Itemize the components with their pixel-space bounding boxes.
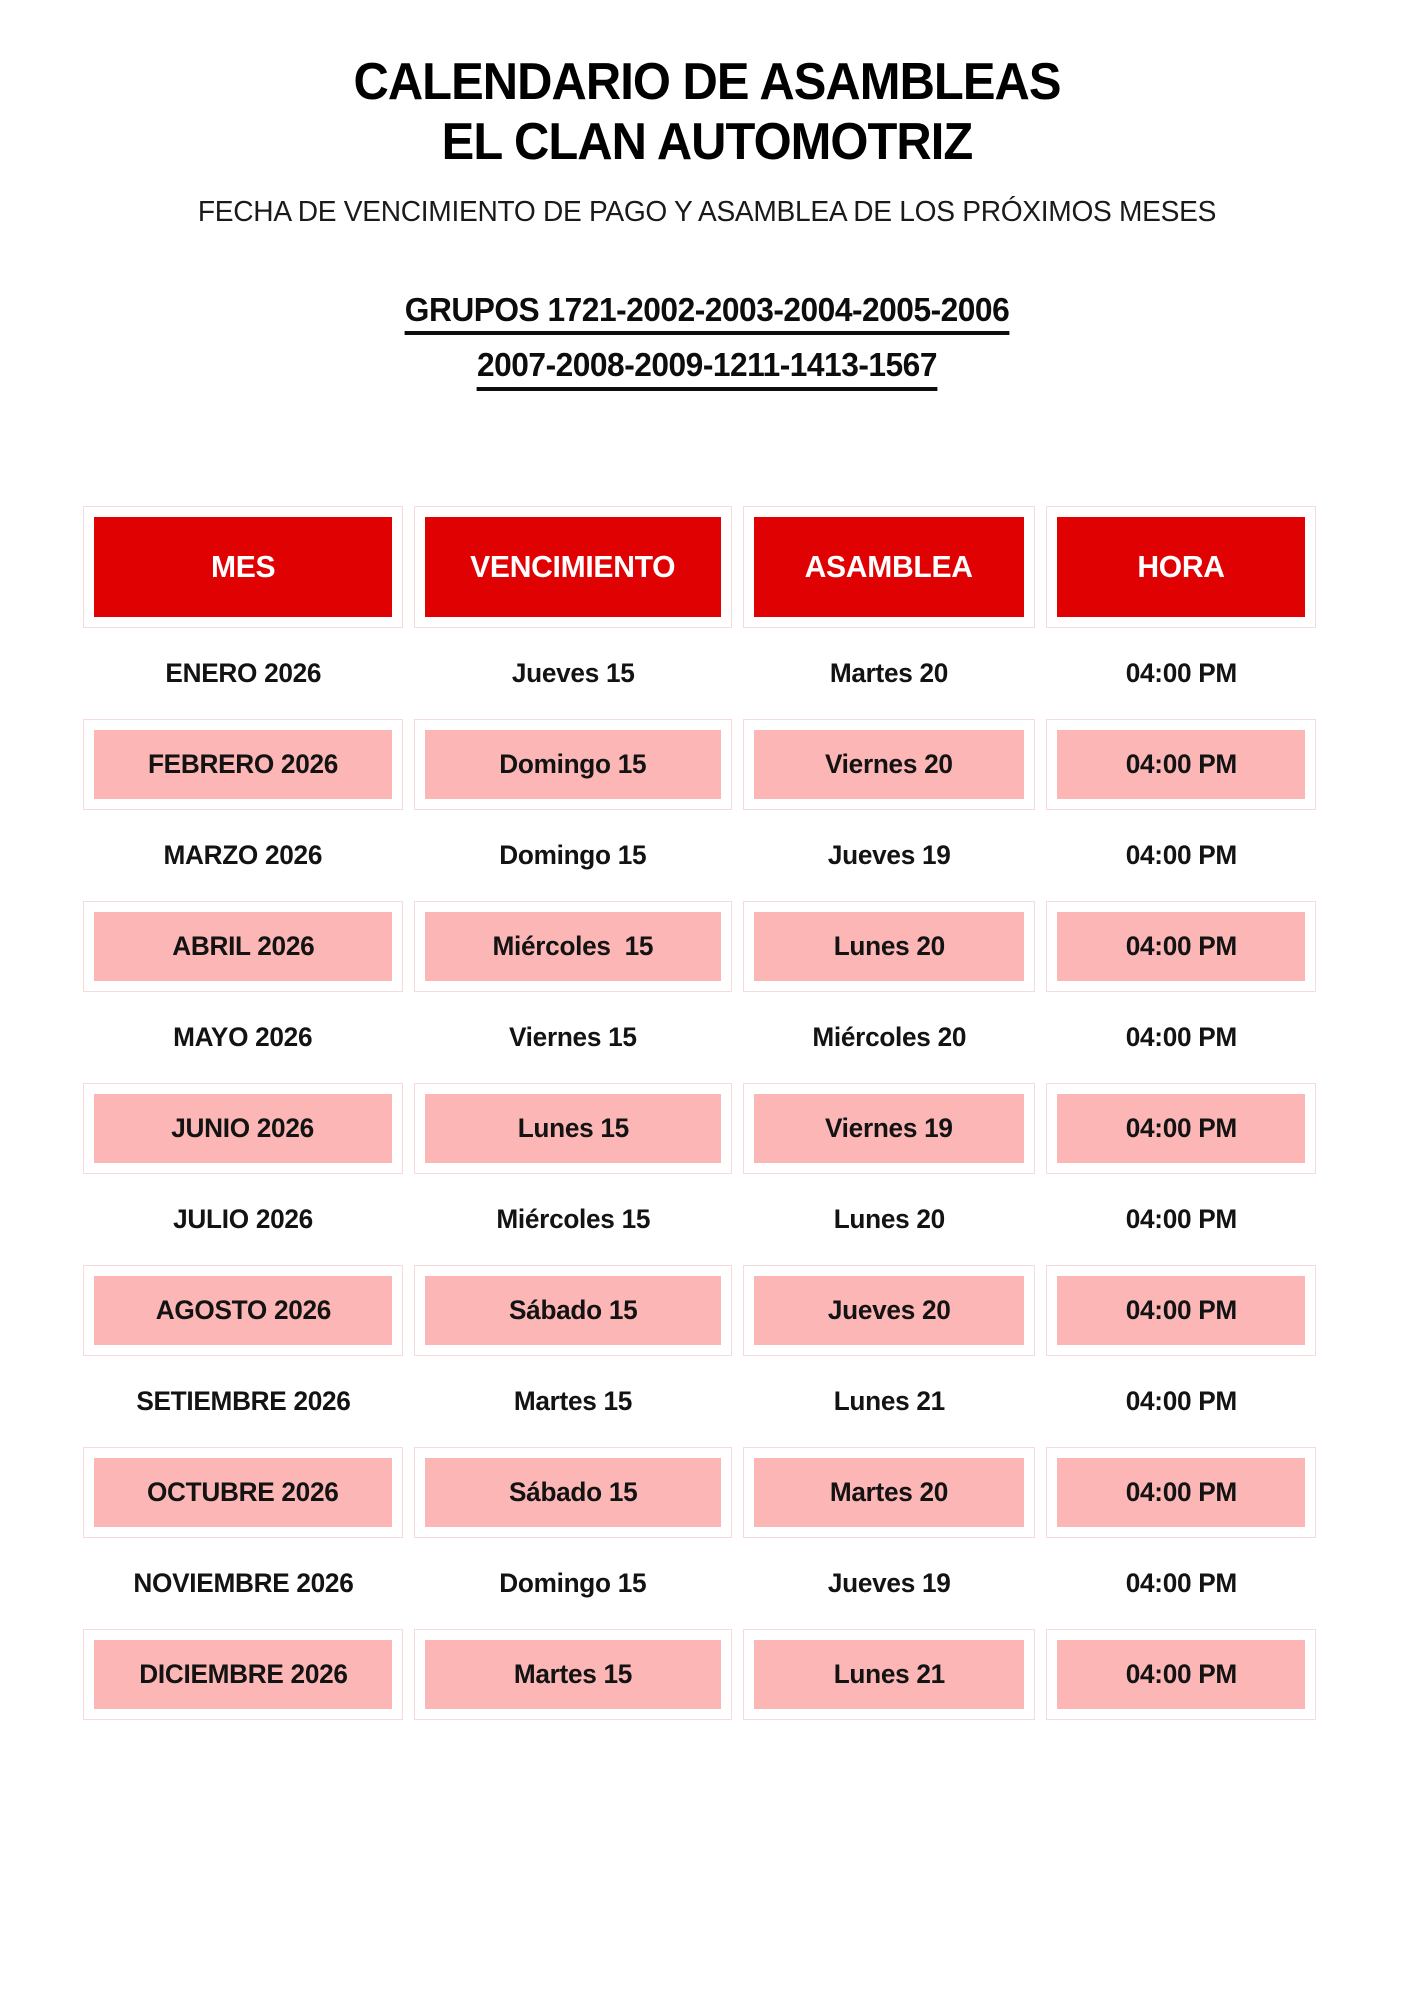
asamblea-cell [743, 1174, 1035, 1265]
hora-cell [1046, 1265, 1316, 1356]
hora-value: 04:00 PM [1125, 1112, 1237, 1143]
table-row-abril [83, 901, 1316, 992]
hora-value: 04:00 PM [1125, 930, 1237, 961]
mes-cell [83, 810, 403, 901]
hora-cell [1046, 1538, 1316, 1629]
mes-value: JUNIO 2026 [171, 1112, 315, 1143]
column-header-mes [83, 506, 403, 628]
vencimiento-cell [414, 719, 732, 810]
header-label-mes: MES [210, 548, 276, 584]
title-line-2: EL CLAN AUTOMOTRIZ [441, 113, 973, 171]
page-title [42, 52, 1371, 172]
mes-value: MAYO 2026 [173, 1021, 313, 1052]
mes-cell [83, 992, 403, 1083]
asamblea-cell [743, 1447, 1035, 1538]
table-row-marzo [83, 810, 1316, 901]
pink-box [94, 1458, 392, 1527]
asamblea-cell [743, 1629, 1035, 1720]
pink-box [1057, 1276, 1305, 1345]
mes-cell [83, 1538, 403, 1629]
mes-value: JULIO 2026 [173, 1203, 313, 1234]
vencimiento-cell [414, 628, 732, 719]
hora-cell [1046, 992, 1316, 1083]
asamblea-cell [743, 719, 1035, 810]
groups-line-2: 2007-2008-2009-1211-1413-1567 [477, 347, 937, 390]
mes-cell [83, 719, 403, 810]
mes-cell [83, 1447, 403, 1538]
hora-cell [1046, 1447, 1316, 1538]
vencimiento-cell [414, 1538, 732, 1629]
pink-box [1057, 730, 1305, 799]
pink-box [425, 1640, 721, 1709]
vencimiento-value: Lunes 15 [517, 1112, 629, 1143]
hora-value: 04:00 PM [1125, 1021, 1237, 1052]
pink-box [754, 730, 1024, 799]
pink-box [754, 912, 1024, 981]
asamblea-value: Jueves 19 [827, 839, 951, 870]
pink-box [94, 1276, 392, 1345]
hora-value: 04:00 PM [1125, 1476, 1237, 1507]
asamblea-cell [743, 901, 1035, 992]
mes-value: OCTUBRE 2026 [147, 1476, 339, 1507]
mes-cell [83, 1356, 403, 1447]
mes-cell [83, 901, 403, 992]
hora-cell [1046, 1083, 1316, 1174]
asamblea-cell [743, 1265, 1035, 1356]
pink-box [425, 730, 721, 799]
pink-box [425, 1094, 721, 1163]
schedule-table [83, 506, 1316, 1720]
hora-value: 04:00 PM [1125, 748, 1237, 779]
vencimiento-value: Martes 15 [513, 1385, 633, 1416]
vencimiento-cell [414, 1447, 732, 1538]
asamblea-cell [743, 992, 1035, 1083]
mes-value: ABRIL 2026 [171, 930, 315, 961]
vencimiento-cell [414, 1083, 732, 1174]
header-red-box [425, 517, 721, 617]
vencimiento-value: Domingo 15 [499, 1567, 647, 1598]
asamblea-cell [743, 1083, 1035, 1174]
asamblea-cell [743, 628, 1035, 719]
header-label-asamblea: ASAMBLEA [804, 548, 974, 584]
asamblea-value: Martes 20 [829, 1476, 949, 1507]
hora-value: 04:00 PM [1125, 1567, 1237, 1598]
mes-value: SETIEMBRE 2026 [135, 1385, 351, 1416]
hora-value: 04:00 PM [1125, 1385, 1237, 1416]
table-row-noviembre [83, 1538, 1316, 1629]
vencimiento-cell [414, 901, 732, 992]
vencimiento-value: Miércoles 15 [496, 1203, 650, 1234]
pink-box [94, 1640, 392, 1709]
hora-cell [1046, 901, 1316, 992]
vencimiento-value: Sábado 15 [508, 1476, 638, 1507]
column-header-asamblea [743, 506, 1035, 628]
table-row-setiembre [83, 1356, 1316, 1447]
asamblea-value: Viernes 19 [825, 1112, 953, 1143]
column-header-hora [1046, 506, 1316, 628]
hora-value: 04:00 PM [1125, 1203, 1237, 1234]
mes-value: DICIEMBRE 2026 [138, 1658, 348, 1689]
vencimiento-cell [414, 810, 732, 901]
table-row-enero [83, 628, 1316, 719]
hora-value: 04:00 PM [1125, 1294, 1237, 1325]
table-row-diciembre [83, 1629, 1316, 1720]
mes-cell [83, 1629, 403, 1720]
pink-box [754, 1276, 1024, 1345]
asamblea-value: Jueves 20 [827, 1294, 951, 1325]
mes-value: AGOSTO 2026 [155, 1294, 331, 1325]
vencimiento-cell [414, 1174, 732, 1265]
hora-cell [1046, 719, 1316, 810]
table-row-mayo [83, 992, 1316, 1083]
hora-value: 04:00 PM [1125, 839, 1237, 870]
pink-box [94, 730, 392, 799]
asamblea-value: Lunes 20 [833, 1203, 945, 1234]
pink-box [1057, 1640, 1305, 1709]
asamblea-cell [743, 1538, 1035, 1629]
asamblea-value: Miércoles 20 [812, 1021, 966, 1052]
table-row-junio [83, 1083, 1316, 1174]
asamblea-value: Martes 20 [829, 657, 949, 688]
asamblea-cell [743, 1356, 1035, 1447]
mes-cell [83, 628, 403, 719]
mes-value: FEBRERO 2026 [147, 748, 339, 779]
header-label-vencimiento: VENCIMIENTO [470, 548, 676, 584]
groups-heading [28, 291, 1385, 402]
vencimiento-cell [414, 992, 732, 1083]
vencimiento-value: Miércoles 15 [492, 930, 654, 961]
hora-value: 04:00 PM [1125, 1658, 1237, 1689]
mes-cell [83, 1265, 403, 1356]
hora-cell [1046, 628, 1316, 719]
table-row-octubre [83, 1447, 1316, 1538]
table-header-row [83, 506, 1316, 628]
header-red-box [1057, 517, 1305, 617]
mes-value: ENERO 2026 [165, 657, 321, 688]
vencimiento-cell [414, 1356, 732, 1447]
asamblea-value: Lunes 21 [833, 1658, 945, 1689]
asamblea-value: Jueves 19 [827, 1567, 951, 1598]
pink-box [1057, 912, 1305, 981]
mes-value: NOVIEMBRE 2026 [132, 1567, 354, 1598]
header-label-hora: HORA [1137, 548, 1225, 584]
hora-cell [1046, 1629, 1316, 1720]
vencimiento-value: Martes 15 [513, 1658, 633, 1689]
pink-box [754, 1640, 1024, 1709]
subtitle: FECHA DE VENCIMIENTO DE PAGO Y ASAMBLEA DE LOS PRÓXIMOS MESES [197, 196, 1217, 228]
hora-cell [1046, 1356, 1316, 1447]
vencimiento-value: Jueves 15 [511, 657, 635, 688]
groups-line-1: GRUPOS 1721-2002-2003-2004-2005-2006 [405, 292, 1009, 335]
column-header-vencimiento [414, 506, 732, 628]
vencimiento-value: Domingo 15 [499, 748, 647, 779]
pink-box [1057, 1458, 1305, 1527]
pink-box [425, 1276, 721, 1345]
vencimiento-cell [414, 1265, 732, 1356]
vencimiento-value: Viernes 15 [509, 1021, 637, 1052]
table-row-febrero [83, 719, 1316, 810]
mes-cell [83, 1083, 403, 1174]
header-red-box [94, 517, 392, 617]
vencimiento-cell [414, 1629, 732, 1720]
asamblea-cell [743, 810, 1035, 901]
hora-value: 04:00 PM [1125, 657, 1237, 688]
vencimiento-value: Sábado 15 [508, 1294, 638, 1325]
pink-box [94, 1094, 392, 1163]
pink-box [425, 1458, 721, 1527]
hora-cell [1046, 810, 1316, 901]
pink-box [754, 1094, 1024, 1163]
pink-box [754, 1458, 1024, 1527]
header-red-box [754, 517, 1024, 617]
hora-cell [1046, 1174, 1316, 1265]
asamblea-value: Lunes 21 [833, 1385, 945, 1416]
title-line-1: CALENDARIO DE ASAMBLEAS [353, 53, 1061, 111]
pink-box [1057, 1094, 1305, 1163]
asamblea-value: Lunes 20 [833, 930, 945, 961]
table-row-julio [83, 1174, 1316, 1265]
pink-box [94, 912, 392, 981]
vencimiento-value: Domingo 15 [499, 839, 647, 870]
mes-cell [83, 1174, 403, 1265]
asamblea-value: Viernes 20 [825, 748, 953, 779]
pink-box [425, 912, 721, 981]
mes-value: MARZO 2026 [163, 839, 323, 870]
table-row-agosto [83, 1265, 1316, 1356]
